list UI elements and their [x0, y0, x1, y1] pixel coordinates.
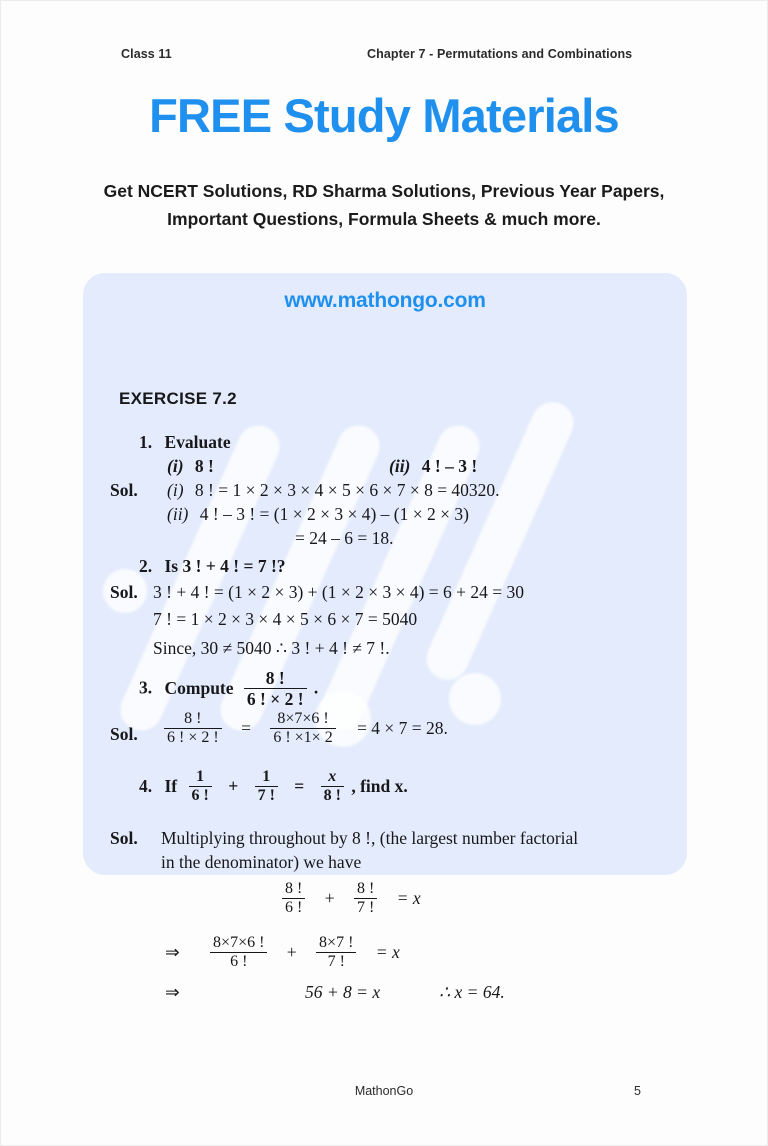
- q1-sol-ii: [167, 503, 469, 526]
- q4-f2-numerator: 1: [262, 768, 271, 785]
- q4-f3-numerator: x: [328, 768, 337, 785]
- q4-sol-line-2: in the denominator) we have: [161, 852, 362, 872]
- sol-label-text: Sol.: [110, 828, 138, 848]
- q3-prompt: [139, 669, 318, 710]
- q4-step2-plus: +: [286, 941, 297, 962]
- q2-prompt: [139, 555, 286, 578]
- q1-part-ii-label: (ii): [389, 456, 411, 476]
- page-title: FREE Study Materials: [149, 89, 619, 142]
- website-url[interactable]: www.mathongo.com: [284, 289, 486, 312]
- q4-step1-f1-denominator: 6 !: [282, 898, 305, 917]
- q4-step1-fraction-2: [354, 880, 377, 918]
- q4-fraction-3: [321, 768, 344, 806]
- q4-prompt-tail: , find x.: [351, 775, 408, 796]
- q1-sol-i-label: (i): [167, 480, 184, 500]
- q3-prompt-fraction: [244, 668, 307, 709]
- q1-part-ii-expr: 4 ! – 3 !: [421, 456, 478, 476]
- q4-step1-f2-numerator: 8 !: [356, 880, 375, 897]
- q1-number: 1.: [139, 432, 153, 452]
- q4-step-2: [165, 935, 400, 973]
- q1-sol-i-text: 8 ! = 1 × 2 × 3 × 4 × 5 × 6 × 7 × 8 = 40320.: [194, 480, 500, 500]
- q3-prompt-frac-numerator: 8 !: [265, 668, 285, 688]
- q2-prompt-text: Is 3 ! + 4 ! = 7 !?: [164, 556, 286, 576]
- q3-rhs-fraction: [270, 710, 335, 748]
- q4-step-3-expression: 56 + 8 = x: [305, 982, 381, 1002]
- q4-step2-f1-numerator: 8×7×6 !: [213, 934, 265, 951]
- footer-brand: MathonGo: [354, 1084, 414, 1098]
- exercise-heading: EXERCISE 7.2: [119, 389, 237, 408]
- q3-equals-1: =: [241, 717, 251, 738]
- q1-part-i: [167, 455, 214, 478]
- sol-label-text: Sol.: [110, 582, 138, 602]
- running-header: [1, 47, 767, 67]
- q3-lhs-numerator: 8 !: [184, 710, 202, 727]
- q4-fraction-1: [189, 768, 212, 806]
- q4-step2-tail: = x: [375, 941, 400, 962]
- q4-sol-label: [110, 827, 138, 850]
- q1-part-i-label: (i): [167, 456, 184, 476]
- q4-step1-f2-denominator: 7 !: [354, 898, 377, 917]
- q1-prompt-text: Evaluate: [164, 432, 231, 452]
- q4-step2-fraction-1: [210, 934, 267, 972]
- q2-line-1: 3 ! + 4 ! = (1 × 2 × 3) + (1 × 2 × 3 × 4) = 6 + 24 = 30: [153, 582, 525, 602]
- q3-result: = 4 × 7 = 28.: [357, 717, 448, 738]
- sol-label-text: Sol.: [110, 724, 138, 744]
- q2-number: 2.: [139, 556, 153, 576]
- q4-step2-fraction-2: [316, 934, 356, 972]
- q4-step-3-arrow: ⇒: [165, 982, 180, 1002]
- q4-step2-f2-numerator: 8×7 !: [319, 934, 354, 951]
- q4-step1-plus: +: [324, 887, 335, 908]
- q4-step1-fraction-1: [282, 880, 305, 918]
- footer-page-number: 5: [634, 1084, 641, 1098]
- q4-step1-tail: = x: [396, 887, 421, 908]
- q1-part-i-expr: 8 !: [194, 456, 214, 476]
- q4-step2-arrow: ⇒: [165, 941, 180, 962]
- header-class-label: Class 11: [121, 47, 172, 61]
- q1-sol-i: [167, 479, 500, 502]
- q3-prompt-period: .: [313, 677, 319, 698]
- q3-sol-label: [110, 723, 138, 746]
- q4-f2-denominator: 7 !: [255, 786, 278, 805]
- q4-step-3-conclusion: ∴ x = 64.: [439, 982, 505, 1002]
- subtitle-line-1: Get NCERT Solutions, RD Sharma Solutions, Previous Year Papers,: [103, 181, 665, 201]
- q3-rhs-numerator: 8×7×6 !: [277, 710, 329, 727]
- q4-step2-f2-denominator: 7 !: [316, 952, 356, 971]
- q4-plus: +: [228, 775, 239, 796]
- sol-label-text: Sol.: [110, 480, 138, 500]
- q4-step-1: [279, 881, 421, 919]
- q1-sol-ii-text: 4 ! – 3 ! = (1 × 2 × 3 × 4) – (1 × 2 × 3): [199, 504, 469, 524]
- header-chapter-label: Chapter 7 - Permutations and Combinations: [367, 47, 633, 61]
- q1-sol-ii-label: (ii): [167, 504, 189, 524]
- q4-equals: =: [294, 775, 305, 796]
- q4-prompt: [139, 769, 408, 807]
- q3-lhs-fraction: [164, 710, 222, 748]
- q4-f1-numerator: 1: [196, 768, 205, 785]
- q1-sol-ii-cont: = 24 – 6 = 18.: [295, 528, 394, 548]
- q4-step1-f1-numerator: 8 !: [285, 880, 303, 897]
- solution-body: [83, 273, 687, 1146]
- q4-step2-f1-denominator: 6 !: [210, 952, 267, 971]
- q4-fraction-2: [255, 768, 278, 806]
- q4-sol-line-1: Multiplying throughout by 8 !, (the largest number factorial: [161, 828, 579, 848]
- q2-sol-label: [110, 581, 138, 604]
- q2-line-3: Since, 30 ≠ 5040 ∴ 3 ! + 4 ! ≠ 7 !.: [153, 638, 390, 658]
- q1-sol-label: [110, 479, 138, 502]
- q4-prompt-if: If: [164, 775, 178, 796]
- q2-line-2: 7 ! = 1 × 2 × 3 × 4 × 5 × 6 × 7 = 5040: [153, 609, 418, 629]
- q3-sol-expression: [161, 711, 448, 749]
- q3-prompt-frac-denominator: 6 ! × 2 !: [244, 688, 307, 709]
- q3-rhs-denominator: 6 ! ×1× 2: [270, 728, 335, 747]
- q1-prompt: [139, 431, 231, 454]
- q4-f3-denominator: 8 !: [321, 786, 344, 805]
- q4-f1-denominator: 6 !: [189, 786, 212, 805]
- subtitle-line-2: Important Questions, Formula Sheets & much more.: [167, 209, 601, 230]
- q3-number: 3.: [139, 677, 153, 698]
- q3-lhs-denominator: 6 ! × 2 !: [164, 728, 222, 747]
- page-subtitle: [1, 177, 767, 234]
- q3-prompt-text: Compute: [164, 677, 234, 698]
- q1-part-ii: [389, 455, 477, 478]
- q4-number: 4.: [139, 775, 153, 796]
